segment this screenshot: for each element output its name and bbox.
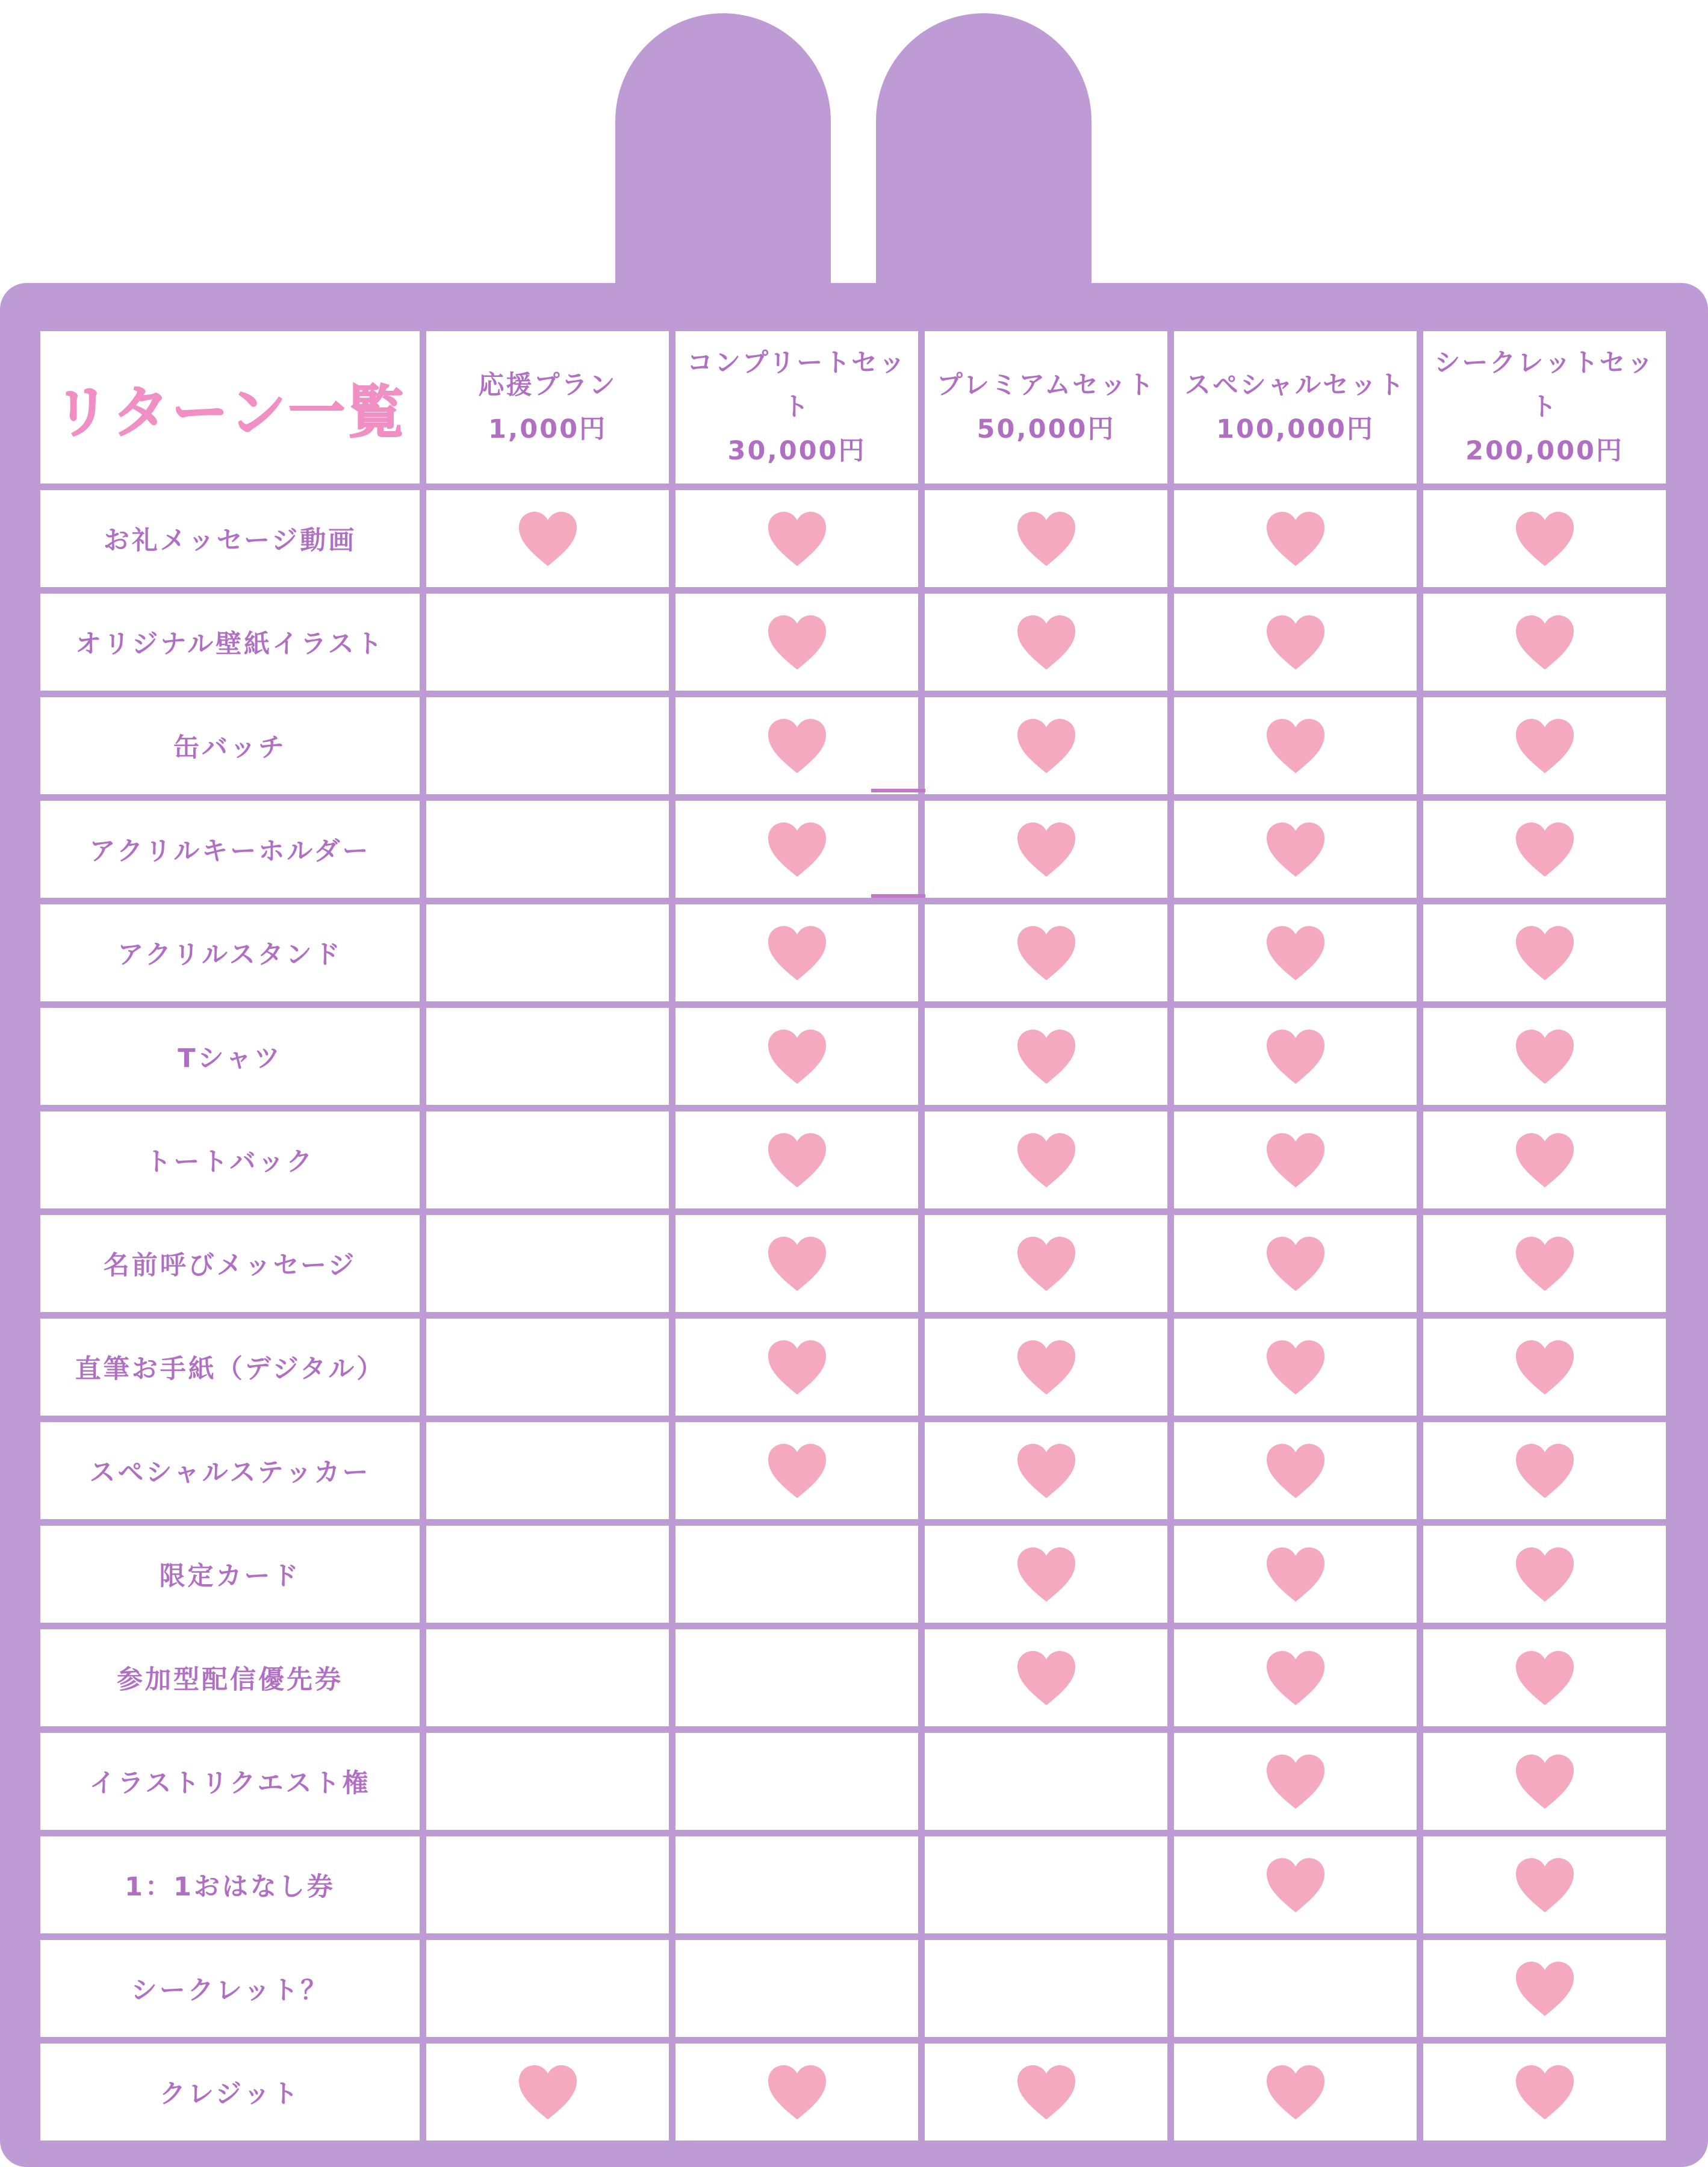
- reward-cell: [675, 1008, 918, 1105]
- reward-cell: [1423, 1111, 1666, 1208]
- heart-icon: [1016, 925, 1076, 981]
- heart-icon: [767, 1443, 827, 1499]
- reward-label: 限定カード: [159, 1561, 301, 1591]
- divider-mark: [871, 894, 925, 898]
- reward-cell: [925, 1319, 1167, 1416]
- reward-cell: [426, 2044, 669, 2141]
- heart-icon: [767, 1132, 827, 1189]
- reward-cell: [426, 904, 669, 1001]
- reward-label: トートバック: [145, 1147, 315, 1177]
- reward-cell: [426, 1111, 669, 1208]
- reward-cell: [426, 1319, 669, 1416]
- heart-icon: [1515, 925, 1575, 981]
- reward-cell: [1174, 490, 1417, 587]
- reward-label-cell: [40, 1940, 420, 2037]
- reward-label-cell: [40, 1422, 420, 1519]
- reward-cell: [426, 1629, 669, 1726]
- heart-icon: [1265, 1132, 1326, 1189]
- heart-icon: [767, 925, 827, 981]
- reward-cell: [675, 2044, 918, 2141]
- reward-cell: [426, 1008, 669, 1105]
- reward-cell: [925, 1008, 1167, 1105]
- heart-icon: [1515, 1546, 1575, 1603]
- reward-label-cell: [40, 1215, 420, 1312]
- reward-label-cell: [40, 1319, 420, 1416]
- heart-icon: [1265, 2064, 1326, 2121]
- reward-cell: [675, 490, 918, 587]
- reward-label: 直筆お手紙（デジタル）: [75, 1354, 385, 1384]
- heart-icon: [1515, 1236, 1575, 1292]
- reward-label-cell: [40, 697, 420, 794]
- heart-icon: [1016, 1028, 1076, 1085]
- heart-icon: [1016, 718, 1076, 774]
- heart-icon: [1515, 1443, 1575, 1499]
- heart-icon: [1265, 925, 1326, 981]
- heart-icon: [767, 718, 827, 774]
- heart-icon: [1265, 1028, 1326, 1085]
- reward-cell: [1174, 697, 1417, 794]
- heart-icon: [1016, 511, 1076, 567]
- reward-cell: [1174, 1526, 1417, 1623]
- reward-cell: [675, 697, 918, 794]
- reward-cell: [1423, 1319, 1666, 1416]
- reward-cell: [675, 1319, 918, 1416]
- reward-label: イラストリクエスト権: [89, 1768, 371, 1799]
- reward-cell: [925, 1836, 1167, 1933]
- reward-label: オリジナル壁紙イラスト: [75, 629, 385, 659]
- reward-cell: [925, 1215, 1167, 1312]
- reward-cell: [1423, 490, 1666, 587]
- plan-header: [675, 331, 918, 483]
- reward-label: スペシャルステッカー: [89, 1458, 371, 1488]
- heart-icon: [767, 511, 827, 567]
- heart-icon: [1265, 1339, 1326, 1396]
- reward-cell: [426, 1733, 669, 1830]
- reward-cell: [1423, 697, 1666, 794]
- reward-cell: [925, 801, 1167, 898]
- reward-cell: [925, 904, 1167, 1001]
- plan-name: コンプリートセット: [687, 348, 907, 422]
- reward-label: 缶バッチ: [173, 733, 287, 763]
- heart-icon: [1016, 2064, 1076, 2121]
- reward-label: アクリルスタンド: [117, 940, 343, 970]
- heart-icon: [1016, 821, 1076, 878]
- heart-icon: [1016, 1443, 1076, 1499]
- heart-icon: [1265, 1443, 1326, 1499]
- plan-header: [1423, 331, 1666, 483]
- reward-cell: [925, 1526, 1167, 1623]
- reward-cell: [675, 1629, 918, 1726]
- heart-icon: [1515, 1132, 1575, 1189]
- reward-cell: [675, 1733, 918, 1830]
- plan-header: [426, 331, 669, 483]
- reward-label-cell: [40, 904, 420, 1001]
- reward-cell: [426, 1836, 669, 1933]
- reward-cell: [675, 1836, 918, 1933]
- heart-icon: [1515, 614, 1575, 671]
- title-cell: [40, 331, 420, 483]
- reward-label-cell: [40, 490, 420, 587]
- heart-icon: [1265, 1650, 1326, 1706]
- reward-cell: [426, 594, 669, 691]
- reward-cell: [1174, 1629, 1417, 1726]
- plan-name: プレミアムセット: [936, 370, 1156, 400]
- reward-cell: [925, 1629, 1167, 1726]
- heart-icon: [1265, 1546, 1326, 1603]
- reward-cell: [1423, 1422, 1666, 1519]
- heart-icon: [1515, 1028, 1575, 1085]
- reward-cell: [1174, 1111, 1417, 1208]
- plan-price: 30,000円: [727, 436, 866, 466]
- reward-cell: [1174, 1319, 1417, 1416]
- reward-cell: [426, 490, 669, 587]
- heart-icon: [1265, 1857, 1326, 1914]
- reward-cell: [925, 1111, 1167, 1208]
- reward-label: お礼メッセージ動画: [103, 526, 357, 556]
- reward-label-cell: [40, 1526, 420, 1623]
- reward-label-cell: [40, 1733, 420, 1830]
- reward-cell: [1423, 1733, 1666, 1830]
- reward-cell: [426, 1940, 669, 2037]
- reward-cell: [675, 1215, 918, 1312]
- heart-icon: [1265, 511, 1326, 567]
- reward-label: クレジット: [160, 2079, 300, 2109]
- heart-icon: [767, 821, 827, 878]
- reward-cell: [1174, 801, 1417, 898]
- left-ear-tab: [615, 13, 831, 296]
- reward-label-cell: [40, 2044, 420, 2141]
- reward-label-cell: [40, 594, 420, 691]
- heart-icon: [767, 1339, 827, 1396]
- heart-icon: [1515, 1857, 1575, 1914]
- heart-icon: [1265, 1753, 1326, 1810]
- reward-cell: [1174, 2044, 1417, 2141]
- reward-cell: [675, 1422, 918, 1519]
- reward-cell: [1423, 904, 1666, 1001]
- heart-icon: [1515, 511, 1575, 567]
- reward-label: 名前呼びメッセージ: [103, 1251, 357, 1281]
- reward-cell: [675, 801, 918, 898]
- heart-icon: [1016, 1132, 1076, 1189]
- reward-cell: [925, 1422, 1167, 1519]
- reward-cell: [426, 801, 669, 898]
- reward-cell: [1423, 1836, 1666, 1933]
- reward-cell: [426, 1215, 669, 1312]
- reward-cell: [925, 594, 1167, 691]
- reward-label-cell: [40, 1111, 420, 1208]
- heart-icon: [1515, 2064, 1575, 2121]
- reward-cell: [1423, 1940, 1666, 2037]
- reward-cell: [426, 1526, 669, 1623]
- reward-cell: [1423, 1008, 1666, 1105]
- plan-header: [925, 331, 1167, 483]
- reward-cell: [1174, 1215, 1417, 1312]
- reward-cell: [1174, 904, 1417, 1001]
- heart-icon: [1016, 1236, 1076, 1292]
- heart-icon: [1016, 1546, 1076, 1603]
- heart-icon: [1265, 1236, 1326, 1292]
- heart-icon: [767, 1028, 827, 1085]
- reward-cell: [925, 1733, 1167, 1830]
- heart-icon: [1016, 1339, 1076, 1396]
- reward-cell: [675, 1111, 918, 1208]
- heart-icon: [767, 614, 827, 671]
- reward-cell: [925, 697, 1167, 794]
- reward-label: シークレット？: [131, 1976, 329, 2006]
- plan-price: 50,000円: [977, 414, 1116, 444]
- plan-price: 200,000円: [1465, 436, 1624, 466]
- reward-cell: [426, 1422, 669, 1519]
- page-title: リターン一覧: [53, 380, 407, 446]
- reward-cell: [1423, 594, 1666, 691]
- reward-table: [40, 331, 1666, 2116]
- reward-cell: [925, 2044, 1167, 2141]
- heart-icon: [767, 1236, 827, 1292]
- reward-cell: [1174, 1940, 1417, 2037]
- plan-name: シークレットセット: [1434, 348, 1655, 422]
- heart-icon: [1515, 1650, 1575, 1706]
- reward-cell: [1174, 1836, 1417, 1933]
- heart-icon: [1515, 821, 1575, 878]
- heart-icon: [1265, 718, 1326, 774]
- reward-cell: [1423, 1526, 1666, 1623]
- reward-cell: [1174, 594, 1417, 691]
- reward-cell: [1423, 1215, 1666, 1312]
- plan-price: 1,000円: [488, 414, 607, 444]
- reward-cell: [426, 697, 669, 794]
- reward-cell: [675, 594, 918, 691]
- reward-label: Tシャツ: [178, 1043, 282, 1074]
- heart-icon: [1016, 1650, 1076, 1706]
- reward-label-cell: [40, 1629, 420, 1726]
- reward-cell: [675, 904, 918, 1001]
- reward-label-cell: [40, 1836, 420, 1933]
- reward-cell: [925, 1940, 1167, 2037]
- reward-cell: [675, 1940, 918, 2037]
- heart-icon: [1515, 1339, 1575, 1396]
- heart-icon: [1016, 614, 1076, 671]
- heart-icon: [1515, 1960, 1575, 2017]
- reward-cell: [1423, 2044, 1666, 2141]
- reward-cell: [925, 490, 1167, 587]
- right-ear-tab: [876, 13, 1092, 296]
- heart-icon: [518, 511, 578, 567]
- plan-name: スペシャルセット: [1184, 370, 1406, 400]
- reward-label-cell: [40, 1008, 420, 1105]
- heart-icon: [1515, 1753, 1575, 1810]
- reward-cell: [1174, 1422, 1417, 1519]
- heart-icon: [1265, 821, 1326, 878]
- reward-cell: [1174, 1008, 1417, 1105]
- reward-cell: [1174, 1733, 1417, 1830]
- heart-icon: [1265, 614, 1326, 671]
- heart-icon: [1515, 718, 1575, 774]
- reward-cell: [1423, 801, 1666, 898]
- reward-label-cell: [40, 801, 420, 898]
- heart-icon: [518, 2064, 578, 2121]
- heart-icon: [767, 2064, 827, 2121]
- reward-cell: [1423, 1629, 1666, 1726]
- reward-cell: [675, 1526, 918, 1623]
- reward-label: 参加型配信優先券: [117, 1665, 343, 1695]
- plan-header: [1174, 331, 1417, 483]
- reward-label: アクリルキーホルダー: [89, 836, 371, 866]
- reward-label: 1：1おはなし券: [125, 1872, 335, 1902]
- divider-mark: [871, 789, 925, 792]
- plan-name: 応援プラン: [478, 370, 617, 400]
- plan-price: 100,000円: [1216, 414, 1374, 444]
